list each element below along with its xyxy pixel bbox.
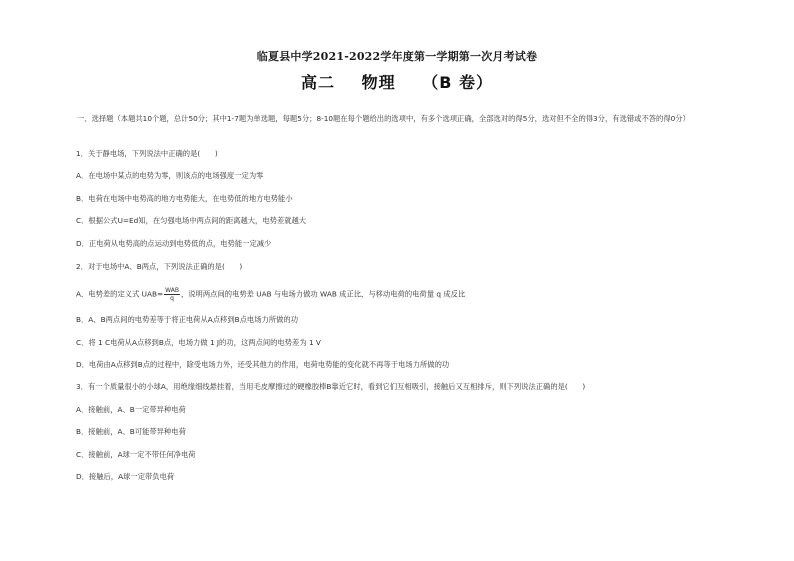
formula-fraction xyxy=(164,287,180,302)
question-1-option-a: A．在电场中某点的电势为零，则该点的电场强度一定为零 xyxy=(76,171,264,180)
question-1-option-b: B．电荷在电场中电势高的地方电势能大，在电势低的地方电势能小 xyxy=(76,194,293,203)
question-2-option-c: C．将 1 C电荷从A点移到B点，电场力做 1 J的功，这两点间的电势差为 1 V xyxy=(76,338,321,347)
paper-label: （B 卷） xyxy=(422,73,493,92)
question-3-option-b: B．接触前，A、B可能带异种电荷 xyxy=(76,427,186,436)
question-3-option-a: A．接触前，A、B一定带异种电荷 xyxy=(76,405,186,414)
question-2-option-a-suffix: ，说明两点间的电势差 UAB 与电场力做功 WAB 成正比，与移动电荷的电荷量 q 成反比 xyxy=(180,289,466,299)
exam-title xyxy=(0,70,794,93)
question-2-option-a xyxy=(76,287,465,302)
question-2-stem: 2．对于电场中A、B两点，下列说法正确的是( ) xyxy=(76,262,243,271)
question-2-option-d: D．电荷由A点移到B点的过程中，除受电场力外，还受其他力的作用，电荷电势能的变化就不再等于电场力所做的功 xyxy=(76,360,450,369)
question-1-option-d: D．正电荷从电势高的点运动到电势低的点，电势能一定减少 xyxy=(76,239,272,248)
question-1-stem: 1．关于静电场，下列说法中正确的是( ) xyxy=(76,149,218,158)
question-3-stem: 3．有一个质量很小的小球A，用绝缘细线悬挂着，当用毛皮摩擦过的硬橡胶棒B靠近它时，看到它们互相吸引，接触后又互相排斥，则下列说法正确的是( ) xyxy=(76,382,586,391)
grade-label: 高二 xyxy=(301,73,336,92)
question-2-option-b: B．A、B两点间的电势差等于将正电荷从A点移到B点电场力所做的功 xyxy=(76,315,299,324)
fraction-denominator: q xyxy=(170,295,174,302)
question-1-option-c: C．根据公式U=Ed知，在匀强电场中两点间的距离越大，电势差就越大 xyxy=(76,216,307,225)
question-3-option-d: D．接触后，A球一定带负电荷 xyxy=(76,472,175,481)
question-3-option-c: C．接触前，A球一定不带任何净电荷 xyxy=(76,450,196,459)
fraction-numerator: WAB xyxy=(165,287,179,294)
school-title: 临夏县中学2021-2022学年度第一学期第一次月考试卷 xyxy=(256,50,538,63)
subject-label: 物理 xyxy=(361,73,396,92)
section-intro: 一、选择题（本题共10个题，总计50分；其中1-7题为单选题，每题5分；8-10题在每个题给出的选项中，有多个选项正确，全部选对的得5分，选对但不全的得3分，有选错或不答的得0分） xyxy=(77,114,690,123)
question-2-option-a-prefix: A．电势差的定义式 UAB= xyxy=(76,289,164,299)
